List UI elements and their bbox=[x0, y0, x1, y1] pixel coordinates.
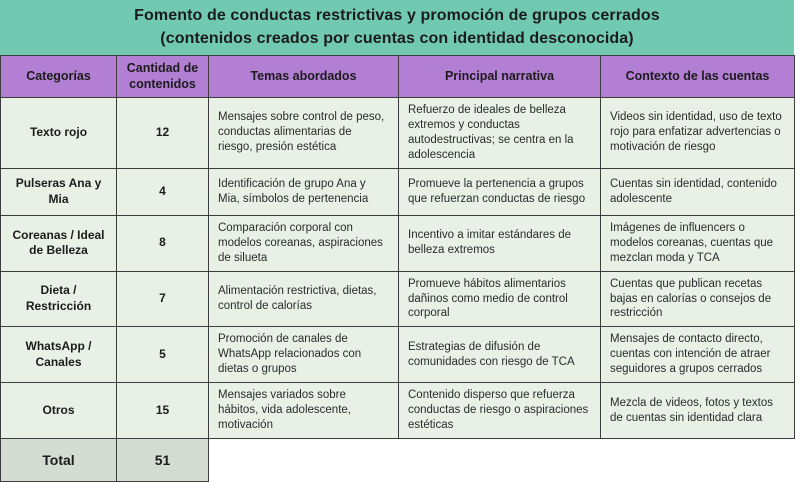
table-row bbox=[1, 168, 795, 215]
cell-cantidad: 12 bbox=[117, 98, 209, 169]
page-title-line1: Fomento de conductas restrictivas y promoción de grupos cerrados bbox=[134, 7, 660, 25]
table-row bbox=[1, 98, 795, 169]
header-temas: Temas abordados bbox=[209, 56, 399, 98]
cell-categoria: Dieta / Restricción bbox=[1, 271, 117, 327]
cell-cantidad: 15 bbox=[117, 383, 209, 439]
cell-narrativa: Promueve la pertenencia a grupos que refuerzan conductas de riesgo bbox=[399, 168, 601, 215]
cell-temas: Mensajes sobre control de peso, conductas alimentarias de riesgo, presión estética bbox=[209, 98, 399, 169]
cell-narrativa: Incentivo a imitar estándares de belleza extremos bbox=[399, 215, 601, 271]
title-banner bbox=[0, 0, 794, 55]
cell-categoria: Otros bbox=[1, 383, 117, 439]
cell-contexto: Cuentas sin identidad, contenido adolescente bbox=[601, 168, 795, 215]
header-cantidad: Cantidad de contenidos bbox=[117, 56, 209, 98]
table-row bbox=[1, 215, 795, 271]
cell-contexto: Cuentas que publican recetas bajas en calorías o consejos de restricción bbox=[601, 271, 795, 327]
cell-temas: Promoción de canales de WhatsApp relacionados con dietas o grupos bbox=[209, 327, 399, 383]
cell-temas: Comparación corporal con modelos coreanas, aspiraciones de silueta bbox=[209, 215, 399, 271]
cell-cantidad: 4 bbox=[117, 168, 209, 215]
cell-categoria: Coreanas / Ideal de Belleza bbox=[1, 215, 117, 271]
table-row bbox=[1, 383, 795, 439]
cell-cantidad: 7 bbox=[117, 271, 209, 327]
cell-categoria: WhatsApp / Canales bbox=[1, 327, 117, 383]
cell-narrativa: Refuerzo de ideales de belleza extremos y conductas autodestructivas; se centra en la adolescencia bbox=[399, 98, 601, 169]
cell-categoria: Pulseras Ana y Mia bbox=[1, 168, 117, 215]
total-empty-cell bbox=[209, 439, 795, 482]
header-narrativa: Principal narrativa bbox=[399, 56, 601, 98]
cell-contexto: Mezcla de videos, fotos y textos de cuentas sin identidad clara bbox=[601, 383, 795, 439]
content-table bbox=[0, 55, 795, 482]
cell-contexto: Imágenes de influencers o modelos coreanas, cuentas que mezclan moda y TCA bbox=[601, 215, 795, 271]
cell-narrativa: Promueve hábitos alimentarios dañinos como medio de control corporal bbox=[399, 271, 601, 327]
header-contexto: Contexto de las cuentas bbox=[601, 56, 795, 98]
cell-narrativa: Contenido disperso que refuerza conductas de riesgo o aspiraciones estéticas bbox=[399, 383, 601, 439]
cell-temas: Alimentación restrictiva, dietas, control de calorías bbox=[209, 271, 399, 327]
cell-categoria: Texto rojo bbox=[1, 98, 117, 169]
table-header-row bbox=[1, 56, 795, 98]
total-row bbox=[1, 439, 795, 482]
cell-cantidad: 5 bbox=[117, 327, 209, 383]
page-title-line2: (contenidos creados por cuentas con identidad desconocida) bbox=[160, 29, 634, 47]
cell-contexto: Mensajes de contacto directo, cuentas con intención de atraer seguidores a grupos cerrados bbox=[601, 327, 795, 383]
cell-contexto: Videos sin identidad, uso de texto rojo para enfatizar advertencias o motivación de riesgo bbox=[601, 98, 795, 169]
cell-temas: Mensajes variados sobre hábitos, vida adolescente, motivación bbox=[209, 383, 399, 439]
header-categorias: Categorías bbox=[1, 56, 117, 98]
table-row bbox=[1, 327, 795, 383]
cell-cantidad: 8 bbox=[117, 215, 209, 271]
cell-narrativa: Estrategias de difusión de comunidades con riesgo de TCA bbox=[399, 327, 601, 383]
cell-temas: Identificación de grupo Ana y Mia, símbolos de pertenencia bbox=[209, 168, 399, 215]
table-row bbox=[1, 271, 795, 327]
total-label: Total bbox=[1, 439, 117, 482]
total-value: 51 bbox=[117, 439, 209, 482]
